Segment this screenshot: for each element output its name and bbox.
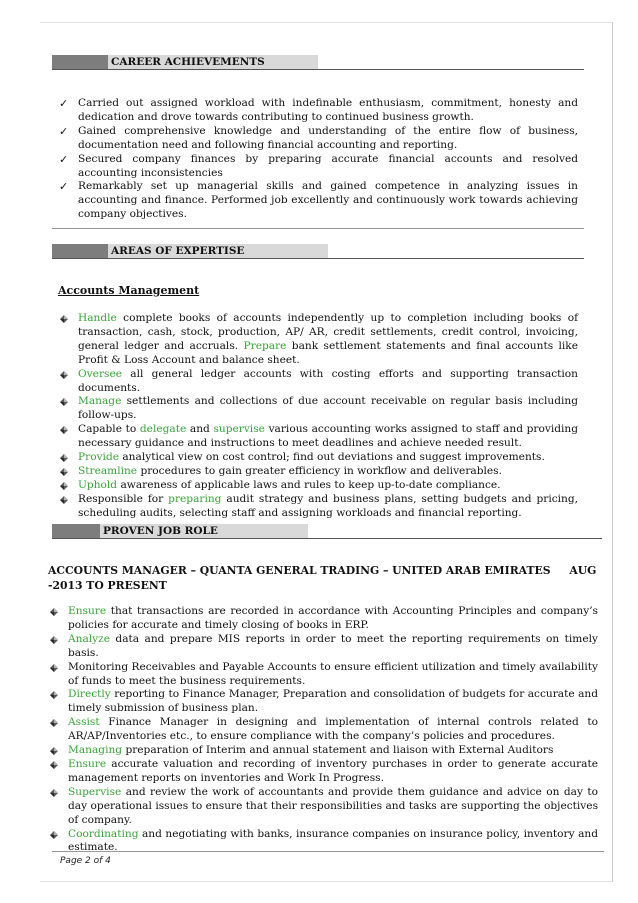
job-dates: AUG -2013 TO PRESENT	[48, 564, 597, 592]
diamond-bullet-icon	[60, 454, 68, 462]
list-item: Streamline procedures to gain greater efficiency in workflow and deliverables.	[58, 465, 578, 479]
list-item: Oversee all general ledger accounts with costing efforts and supporting transaction documents.	[58, 368, 578, 396]
diamond-bullet-icon	[60, 468, 68, 476]
keyword: supervise	[213, 423, 265, 436]
list-item: ✓ Gained comprehensive knowledge and understanding of the entire flow of business, documentation need and following financial accounting and reporting.	[59, 124, 578, 151]
check-icon: ✓	[59, 124, 69, 138]
diamond-bullet-icon	[50, 636, 58, 644]
list-item: ✓ Secured company finances by preparing accurate financial accounts and resolved accounting inconsistencies	[59, 152, 578, 179]
keyword: Managing	[68, 744, 123, 757]
check-icon: ✓	[59, 180, 69, 194]
check-icon: ✓	[59, 152, 69, 166]
keyword: Directly	[68, 688, 111, 701]
diamond-bullet-icon	[60, 371, 68, 379]
diamond-bullet-icon	[50, 831, 58, 839]
section-header-expertise	[52, 244, 328, 258]
diamond-bullet-icon	[50, 664, 58, 672]
list-item: Analyze data and prepare MIS reports in order to meet the reporting requirements on timely basis.	[48, 633, 598, 661]
list-item: Directly reporting to Finance Manager, Preparation and consolidation of budgets for accurate and timely submission of business plan.	[48, 688, 598, 716]
page-number: Page 2 of 4	[60, 856, 111, 866]
check-icon: ✓	[59, 97, 69, 110]
footer-rule	[52, 851, 604, 852]
section-header-jobrole	[52, 524, 308, 538]
keyword: Manage	[78, 395, 122, 408]
keyword: Prepare	[243, 339, 287, 352]
keyword: Ensure	[68, 605, 107, 617]
job-position: ACCOUNTS MANAGER – QUANTA GENERAL TRADING – UNITED ARAB EMIRATES	[48, 564, 551, 577]
list-item: Responsible for preparing audit strategy and business plans, setting budgets and pricing, scheduling audits, selecting staff and assigning workloads and financial reporting.	[58, 493, 578, 521]
list-item: Uphold awareness of applicable laws and rules to keep up-to-date compliance.	[58, 479, 578, 493]
diamond-bullet-icon	[50, 608, 58, 616]
keyword: Ensure	[68, 757, 107, 770]
diamond-bullet-icon	[50, 761, 58, 769]
keyword: Oversee	[78, 367, 122, 380]
job-title	[48, 563, 600, 593]
keyword: preparing	[168, 492, 222, 505]
list-item: Ensure that transactions are recorded in accordance with Accounting Principles and company’s policies for accurate and timely closing of books in ERP.	[48, 605, 598, 633]
diamond-bullet-icon	[60, 315, 68, 323]
list-item: Capable to delegate and supervise various accounting works assigned to staff and providing necessary guidance and instructions to meet deadlines and achieve needed result.	[58, 423, 578, 451]
list-item: Monitoring Receivables and Payable Accounts to ensure efficient utilization and timely availability of funds to meet the business requirements.	[48, 661, 598, 689]
section-rule	[52, 538, 602, 539]
list-item: Provide analytical view on cost control; find out deviations and suggest improvements.	[58, 451, 578, 465]
expertise-list	[58, 312, 578, 521]
diamond-bullet-icon	[50, 719, 58, 727]
list-item: Handle complete books of accounts independently up to completion including books of transaction, cash, stock, production, AP/ AR, credit settlements, credit control, invoicing, general ledger and accruals. Prepare bank settlement statements and final accounts like Profit & Loss Account and balance sheet.	[58, 312, 578, 368]
list-item: Ensure accurate valuation and recording of inventory purchases in order to generate accurate management reports on inventories and Work In Progress.	[48, 758, 598, 786]
list-item: Manage settlements and collections of due account receivable on regular basis including follow-ups.	[58, 395, 578, 423]
career-achievements-list	[58, 97, 578, 222]
list-item: Assist Finance Manager in designing and implementation of internal controls related to AR/AP/Inventories etc., to ensure compliance with the company’s policies and procedures.	[48, 716, 598, 744]
list-item: Supervise and review the work of accountants and provide them guidance and advice on day to day operational issues to ensure that their responsibilities and tasks are supporting the objectives of company.	[48, 786, 598, 828]
diamond-bullet-icon	[60, 482, 68, 490]
diamond-bullet-icon	[60, 496, 68, 504]
list-item: Coordinating and negotiating with banks, insurance companies on insurance policy, inventory and estimate.	[48, 828, 598, 856]
subheading-accounts-management: Accounts Management	[58, 284, 200, 297]
section-title: CAREER ACHIEVEMENTS	[108, 55, 318, 69]
keyword: Analyze	[68, 632, 111, 645]
diamond-bullet-icon	[50, 747, 58, 755]
diamond-bullet-icon	[60, 426, 68, 434]
section-rule	[52, 258, 584, 259]
section-header-career	[52, 55, 318, 69]
list-item: ✓ Remarkably set up managerial skills and gained competence in analyzing issues in accounting and finance. Performed job excellently and continuously work towards achieving company objectives.	[59, 180, 578, 221]
section-rule	[52, 69, 584, 70]
keyword: delegate	[139, 423, 187, 436]
job-responsibilities-list	[48, 605, 598, 855]
diamond-bullet-icon	[60, 398, 68, 406]
list-item: Managing preparation of Interim and annual statement and liaison with External Auditors	[48, 744, 598, 758]
keyword: Handle	[78, 312, 117, 324]
section-title: PROVEN JOB ROLE	[100, 524, 308, 538]
list-item: ✓ Carried out assigned workload with indefinable enthusiasm, commitment, honesty and dedication and drove towards contributing to continued business growth.	[59, 97, 578, 123]
keyword: Coordinating	[68, 827, 139, 840]
keyword: Uphold	[78, 478, 118, 491]
diamond-bullet-icon	[50, 691, 58, 699]
divider	[52, 228, 584, 229]
diamond-bullet-icon	[50, 789, 58, 797]
keyword: Supervise	[68, 785, 122, 798]
keyword: Streamline	[78, 464, 138, 477]
keyword: Provide	[78, 451, 119, 464]
keyword: Assist	[68, 716, 100, 729]
section-title: AREAS OF EXPERTISE	[108, 244, 328, 258]
